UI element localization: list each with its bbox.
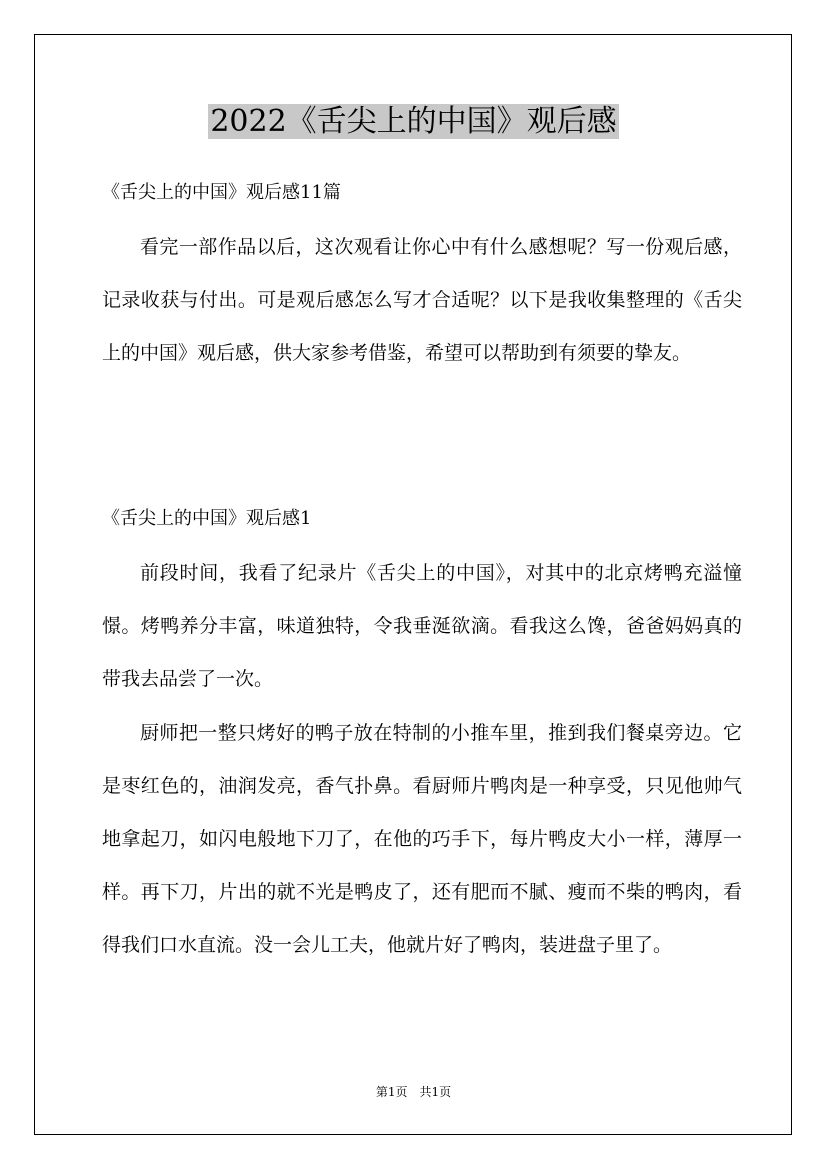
section-heading: 《舌尖上的中国》观后感1	[102, 508, 312, 529]
collection-heading: 《舌尖上的中国》观后感11篇	[102, 182, 341, 203]
page-number: 第1页 共1页	[375, 1085, 452, 1099]
body-paragraph: 厨师把一整只烤好的鸭子放在特制的小推车里，推到我们餐桌旁边。它是枣红色的，油润发亮，香气扑鼻。看厨师片鸭肉是一种享受，只见他帅气地拿起刀，如闪电般地下刀了，在他的巧手下，每片鸭皮大小一样，薄厚一样。再下刀，片出的就不光是鸭皮了，还有肥而不腻、瘦而不柴的鸭肉，看得我们口水直流。没一会儿工夫，他就片好了鸭肉，装进盘子里了。	[102, 722, 742, 956]
body-paragraph: 前段时间，我看了纪录片《舌尖上的中国》，对其中的北京烤鸭充溢憧憬。烤鸭养分丰富，味道独特，令我垂涎欲滴。看我这么馋，爸爸妈妈真的带我去品尝了一次。	[102, 562, 742, 690]
document-title	[0, 100, 827, 144]
intro-paragraph: 看完一部作品以后，这次观看让你心中有什么感想呢？写一份观后感，记录收获与付出。可是观后感怎么写才合适呢？以下是我收集整理的《舌尖上的中国》观后感，供大家参考借鉴，希望可以帮助到有须要的挚友。	[102, 236, 742, 364]
document-title-text: 2022《舌尖上的中国》观后感	[210, 104, 617, 139]
